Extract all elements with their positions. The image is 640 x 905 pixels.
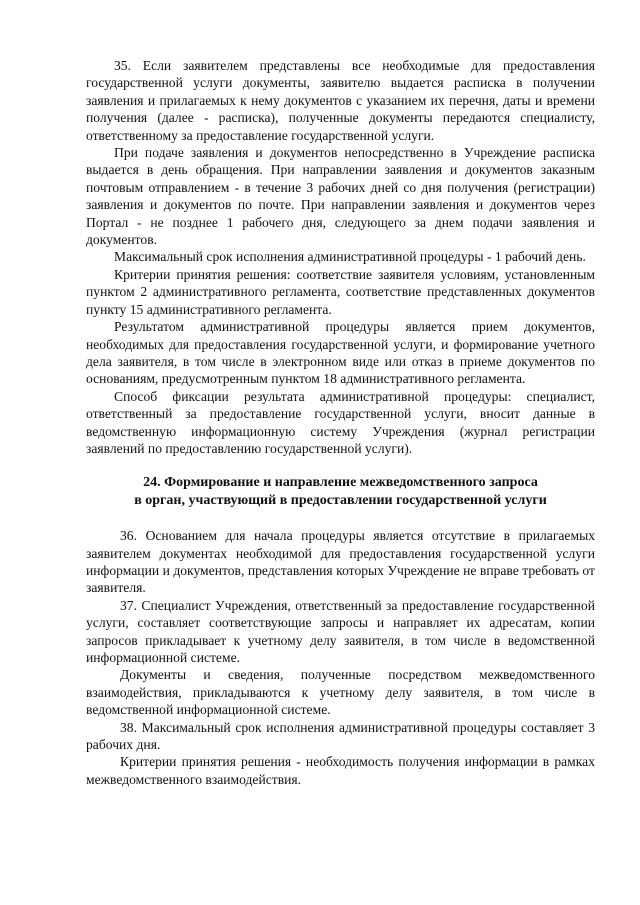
paragraph-38: 38. Максимальный срок исполнения административной процедуры составляет 3 рабочих дня. <box>86 719 595 753</box>
paragraph-37: 37. Специалист Учреждения, ответственный за предоставление государственной услуги, составляет соответствующие запросы и направляет их адресатам, копии запросов прикладывает к учетному делу заявителя, в том числе в ведомственной информационной системе. <box>86 597 595 665</box>
paragraph-max-duration: Максимальный срок исполнения административной процедуры - 1 рабочий день. <box>114 249 586 265</box>
paragraph-result-recording: Способ фиксации результата административной процедуры: специалист, ответственный за предоставление государственной услуги, вносит данные в ведомственную информационную систему Учреждения (журнал регистрации заявлений по предоставлению государственной услуги). <box>86 388 595 456</box>
top-text-block <box>86 57 595 457</box>
section-heading-line-1: 24. Формирование и направление межведомственного запроса <box>143 475 538 491</box>
paragraph-procedure-result: Результатом административной процедуры является прием документов, необходимых для предоставления государственной услуги, и формирование учетного дела заявителя, в том числе в электронном виде или отказ в приеме документов по основаниям, предусмотренным пунктом 18 административного регламента. <box>86 319 595 387</box>
paragraph-36: 36. Основанием для начала процедуры является отсутствие в прилагаемых заявителем документах необходимой для предоставления государственной услуги информации и документов, представления которых Учреждение не вправе требовать от заявителя. <box>86 528 595 596</box>
section-heading-line-2: в орган, участвующий в предоставлении государственной услуги <box>134 492 547 508</box>
paragraph-decision-criteria: Критерии принятия решения: соответствие заявителя условиям, установленным пунктом 2 административного регламента, соответствие представленных документов пункту 15 административного регламента. <box>86 266 595 317</box>
paragraph-decision-criteria-interagency: Критерии принятия решения - необходимость получения информации в рамках межведомственного взаимодействия. <box>86 754 595 787</box>
bottom-text-block <box>86 527 595 788</box>
paragraph-receipt-timing: При подаче заявления и документов непосредственно в Учреждение расписка выдается в день обращения. При направлении заявления и документов заказным почтовым отправлением - в течение 3 рабочих дней со дня получения (регистрации) заявления и документов по почте. При направлении заявления и документов через Портал - не позднее 1 рабочего дня, следующего за днем подачи заявления и документов. <box>86 145 595 248</box>
paragraph-35: 35. Если заявителем представлены все необходимые для предоставления государственной услуги документы, заявителю выдается расписка в получении заявления и прилагаемых к нему документов с указанием их перечня, даты и времени получения (далее - расписка), полученные документы передаются специалисту, ответственному за предоставление государственной услуги. <box>86 58 595 143</box>
section-heading-24 <box>86 474 595 509</box>
paragraph-interagency-documents: Документы и сведения, полученные посредством межведомственного взаимодействия, прикладываются к учетному делу заявителя, в том числе в ведомственной информационной системе. <box>86 667 595 718</box>
